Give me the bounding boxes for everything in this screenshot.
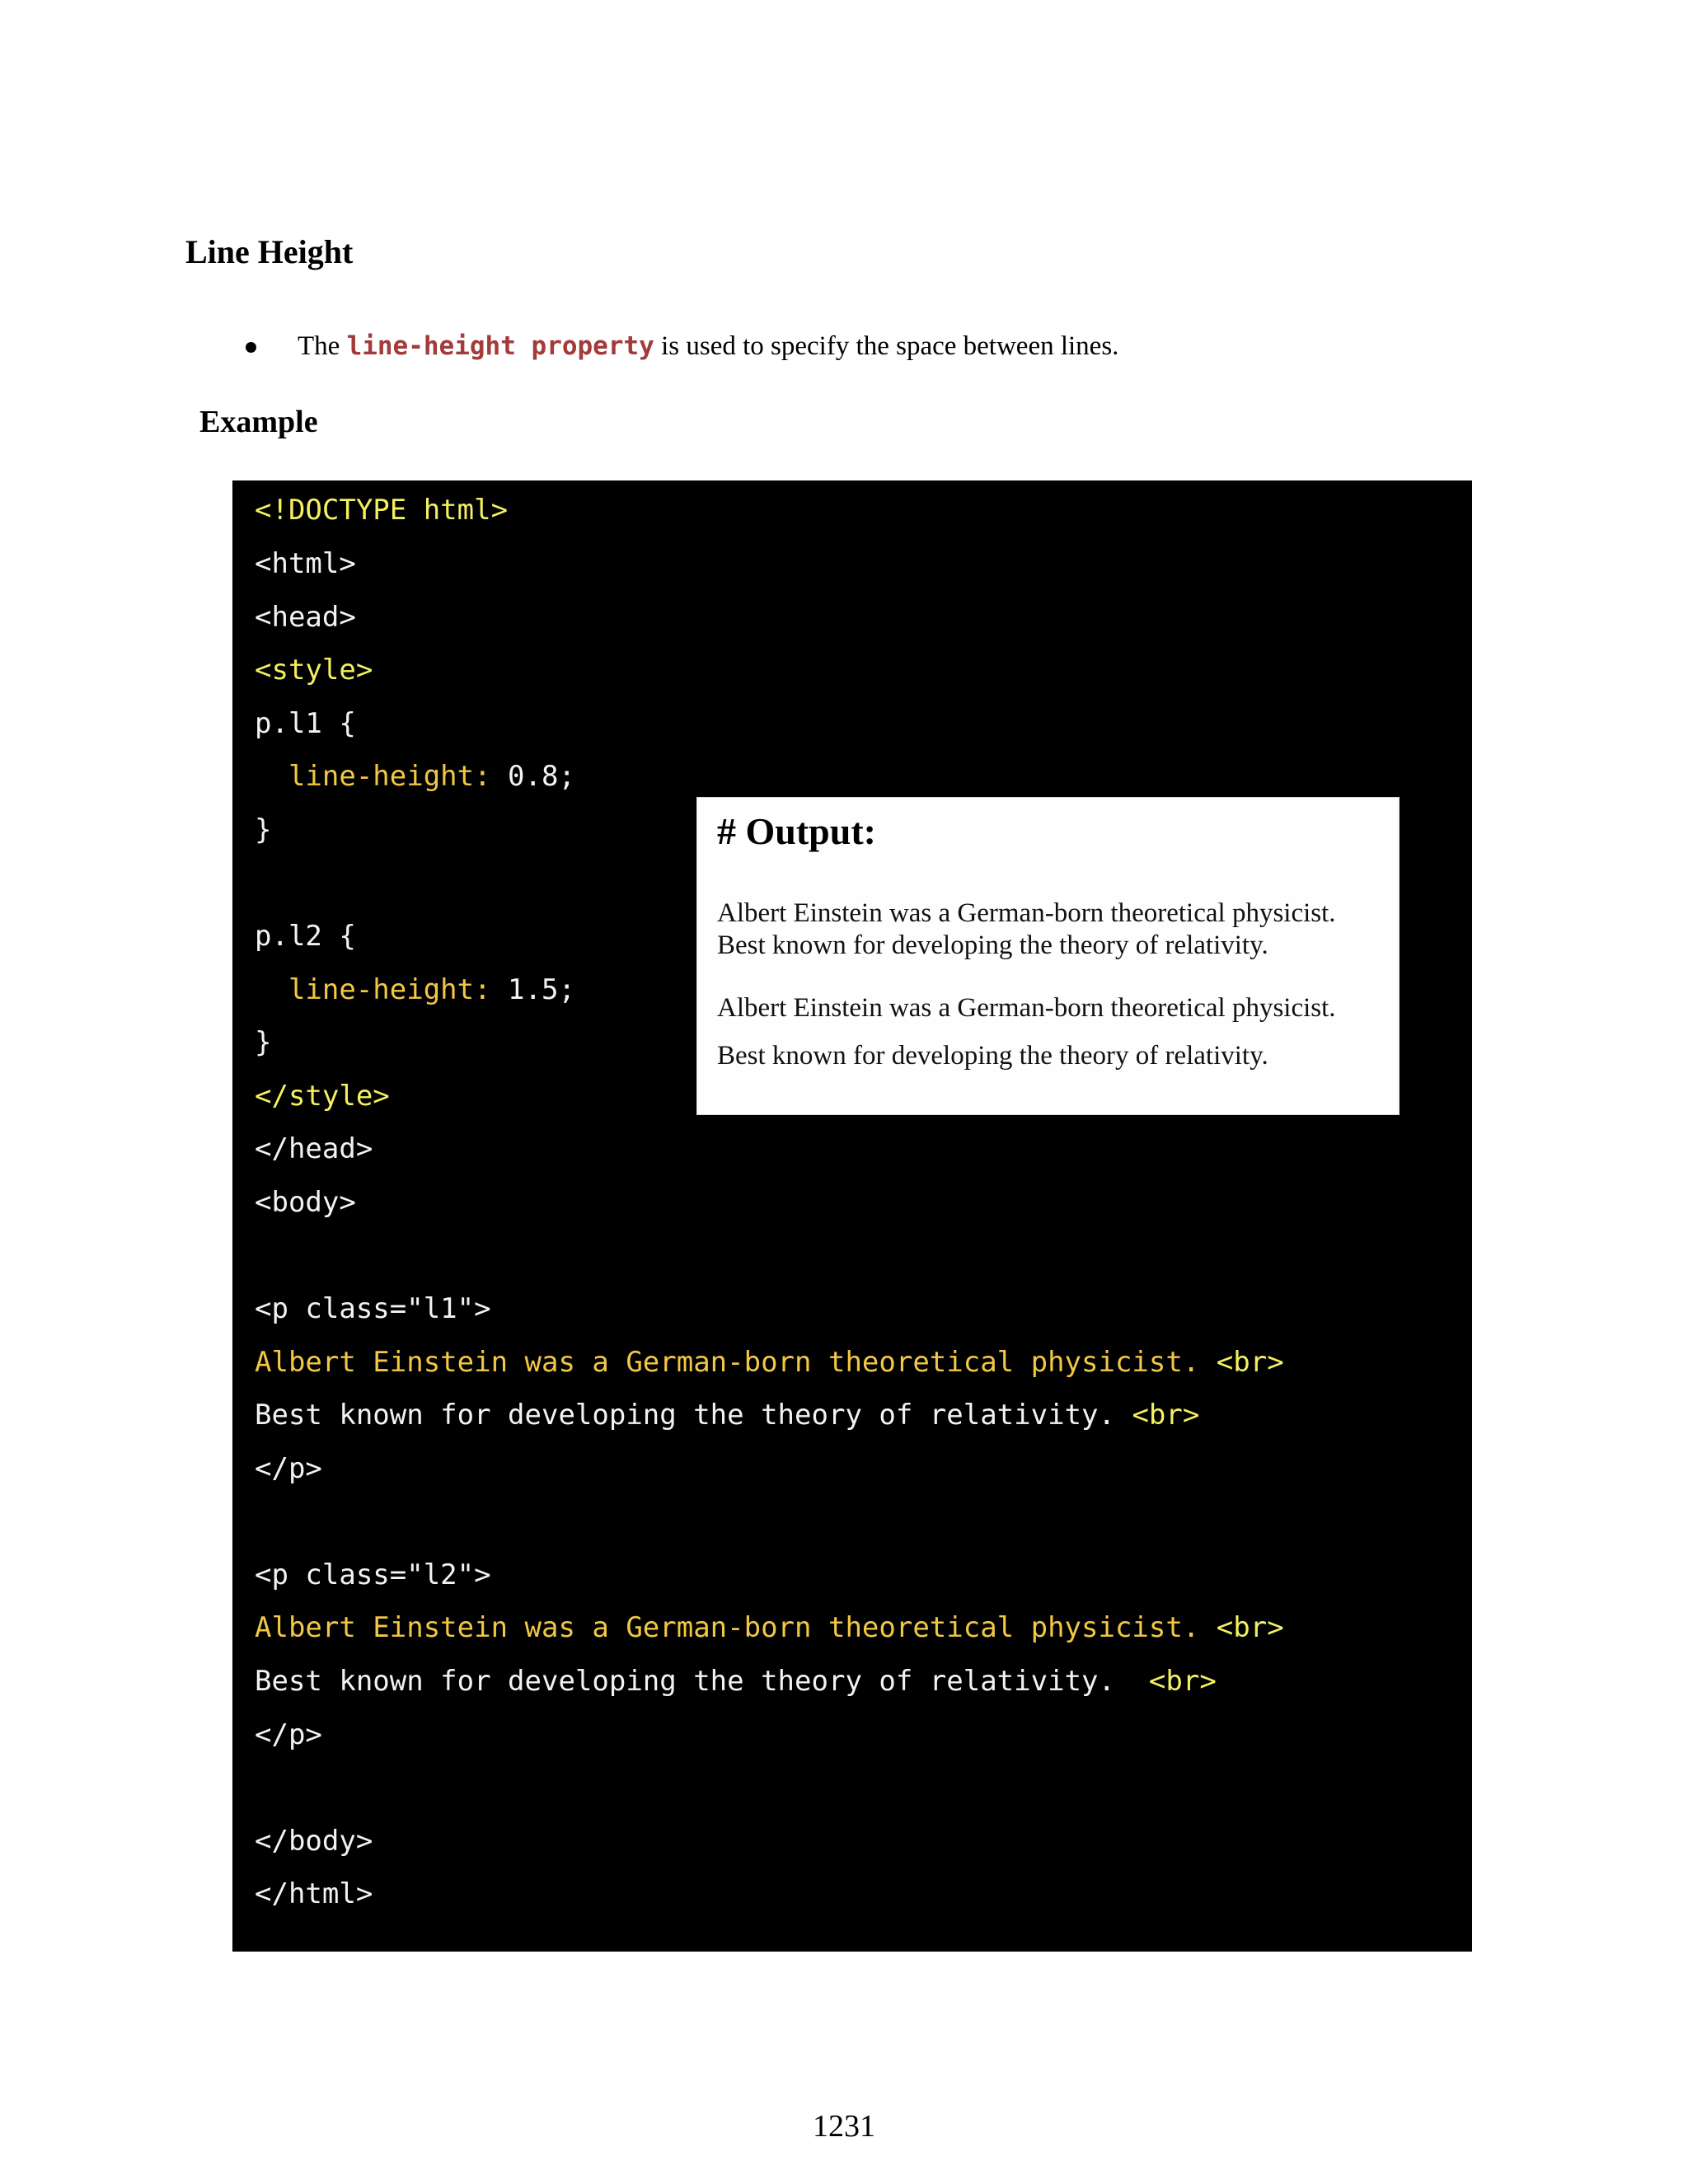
- section-heading: Line Height: [185, 233, 354, 270]
- output-line: Best known for developing the theory of relativity.: [717, 1041, 1268, 1071]
- code-tag: <br>: [1199, 1346, 1284, 1379]
- code-text: Albert Einstein was a German-born theoretical physicist.: [255, 1611, 1200, 1644]
- code-line: <p class="l2">: [255, 1558, 491, 1591]
- output-line: Best known for developing the theory of relativity.: [717, 930, 1268, 960]
- code-line: <body>: [255, 1186, 356, 1219]
- code-line: [255, 1344, 1284, 1380]
- code-line: [255, 1663, 1217, 1699]
- output-line: Albert Einstein was a German-born theoretical physicist.: [717, 898, 1336, 928]
- code-tag: <br>: [1114, 1399, 1200, 1432]
- code-value: 0.8;: [490, 760, 575, 793]
- code-text: Best known for developing the theory of relativity.: [255, 1665, 1115, 1698]
- page-number: 1231: [813, 2109, 875, 2144]
- code-line: </p>: [255, 1452, 322, 1485]
- code-line: <head>: [255, 601, 356, 634]
- example-label: Example: [199, 405, 318, 439]
- code-line: [255, 758, 575, 794]
- code-line: <html>: [255, 547, 356, 580]
- bullet-text: [298, 328, 1118, 364]
- code-line: }: [255, 813, 272, 846]
- output-line: Albert Einstein was a German-born theoretical physicist.: [717, 993, 1336, 1023]
- code-line: </head>: [255, 1132, 373, 1165]
- bullet-suffix: is used to specify the space between lines.: [661, 331, 1119, 361]
- code-line: </html>: [255, 1877, 373, 1910]
- code-line: [255, 972, 575, 1008]
- code-line: p.l1 {: [255, 707, 356, 740]
- code-line: <p class="l1">: [255, 1292, 491, 1325]
- code-line: p.l2 {: [255, 920, 356, 953]
- code-line: <!DOCTYPE html>: [255, 494, 509, 527]
- code-line: [255, 1397, 1199, 1433]
- code-tag: <br>: [1199, 1611, 1284, 1644]
- code-text: Best known for developing the theory of relativity.: [255, 1399, 1115, 1432]
- bullet-keyword: line-height property: [346, 331, 654, 361]
- code-property: line-height:: [255, 973, 491, 1006]
- output-box: [696, 797, 1400, 1115]
- bullet-prefix: The: [298, 331, 340, 361]
- code-tag: <br>: [1114, 1665, 1217, 1698]
- code-property: line-height:: [255, 760, 491, 793]
- code-text: Albert Einstein was a German-born theoretical physicist.: [255, 1346, 1200, 1379]
- code-line: [255, 1610, 1284, 1646]
- code-value: 1.5;: [490, 973, 575, 1006]
- code-line: <style>: [255, 654, 373, 687]
- code-line: </style>: [255, 1080, 390, 1113]
- code-block: [232, 480, 1472, 1952]
- output-title: # Output:: [717, 810, 876, 852]
- code-line: </body>: [255, 1825, 373, 1858]
- code-line: </p>: [255, 1718, 322, 1751]
- bullet-dot-icon: [246, 342, 256, 353]
- code-line: }: [255, 1026, 272, 1059]
